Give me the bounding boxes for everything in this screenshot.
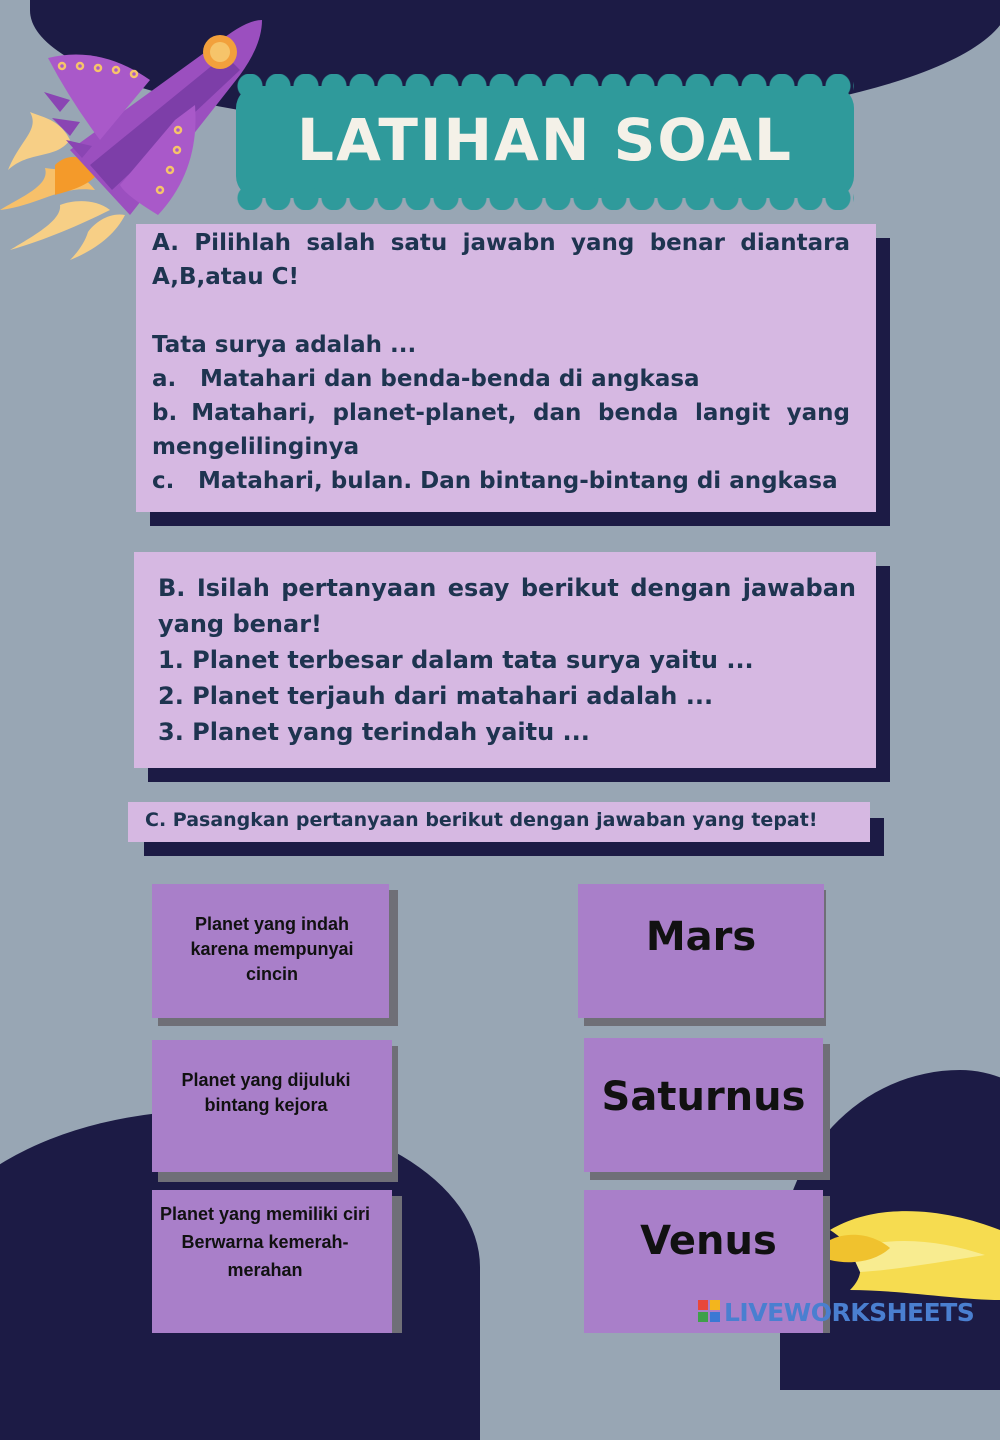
liveworksheets-logo xyxy=(698,1298,974,1327)
essay-item-1[interactable]: 1. Planet terbesar dalam tata surya yaitu ... xyxy=(158,646,754,674)
section-c-card xyxy=(128,802,870,842)
answer-text: Mars xyxy=(645,914,757,960)
essay-item-2[interactable]: 2. Planet terjauh dari matahari adalah ... xyxy=(158,682,714,710)
title-banner xyxy=(236,86,854,198)
match-answer-mars[interactable] xyxy=(578,884,824,1018)
match-question-3[interactable] xyxy=(152,1190,392,1333)
option-b[interactable] xyxy=(152,396,850,464)
match-question-1[interactable] xyxy=(152,884,389,1018)
answer-text: Saturnus xyxy=(601,1074,806,1120)
match-answer-saturnus[interactable] xyxy=(584,1038,823,1172)
liveworksheets-mark-icon xyxy=(698,1300,722,1324)
section-b-instruction: B. Isilah pertanyaan esay berikut dengan jawaban yang benar! xyxy=(158,574,856,638)
section-c-instruction: C. Pasangkan pertanyaan berikut dengan jawaban yang tepat! xyxy=(145,809,818,831)
essay-item-3[interactable]: 3. Planet yang terindah yaitu ... xyxy=(158,718,590,746)
option-text: Matahari dan benda-benda di angkasa xyxy=(200,366,700,392)
section-a-question: Tata surya adalah ... xyxy=(152,332,417,358)
option-letter: c. xyxy=(152,468,175,494)
comet-icon xyxy=(830,1211,1000,1300)
section-b-card xyxy=(134,552,876,768)
question-text: Planet yang memiliki ciri Berwarna kemerah-merahan xyxy=(159,1204,371,1280)
option-letter: a. xyxy=(152,366,177,392)
section-a-instruction: A. Pilihlah salah satu jawabn yang benar diantara A,B,atau C! xyxy=(152,230,850,290)
match-question-2[interactable] xyxy=(152,1040,392,1172)
section-a-card xyxy=(136,224,876,512)
option-text: Matahari, bulan. Dan bintang-bintang di angkasa xyxy=(198,468,838,494)
option-c[interactable] xyxy=(152,464,850,498)
question-text: Planet yang indah karena mempunyai cincin xyxy=(190,914,354,984)
answer-text: Venus xyxy=(640,1218,777,1264)
watermark-text: LIVEWORKSHEETS xyxy=(724,1298,975,1327)
option-letter: b. xyxy=(152,400,178,426)
option-a[interactable] xyxy=(152,362,850,396)
option-text: Matahari, planet-planet, dan benda langit yang mengelilinginya xyxy=(152,400,850,460)
page-title: LATIHAN SOAL xyxy=(296,106,793,174)
question-text: Planet yang dijuluki bintang kejora xyxy=(181,1070,351,1115)
